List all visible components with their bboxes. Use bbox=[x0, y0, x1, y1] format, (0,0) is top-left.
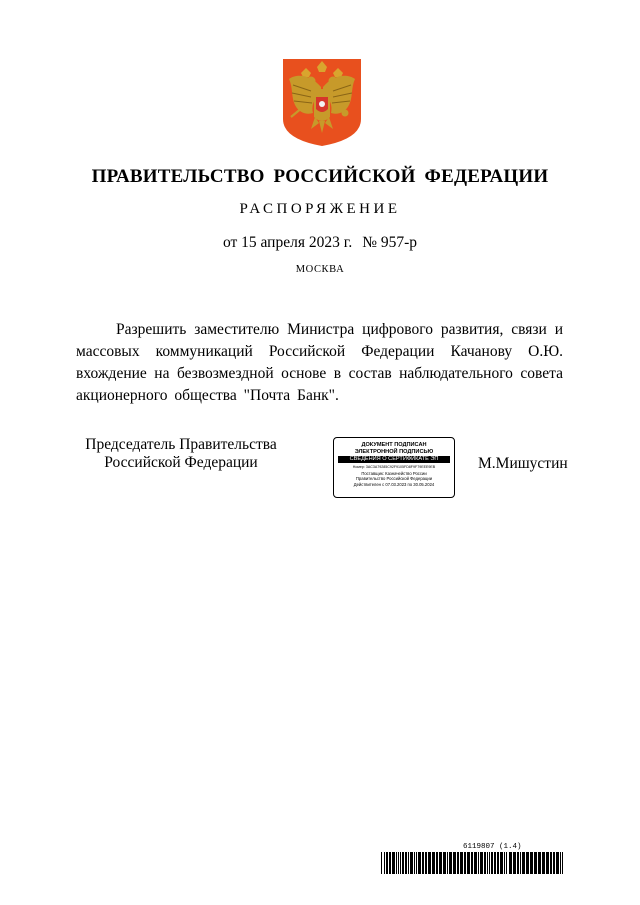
barcode-bar bbox=[530, 852, 533, 874]
barcode-bar bbox=[522, 852, 525, 874]
signer-position-line2: Российской Федерации bbox=[104, 454, 258, 471]
barcode-bar bbox=[560, 852, 561, 874]
order-text: Разрешить заместителю Министра цифрового развития, связи и массовых коммуникаций Российской Федерации Качанову О.Ю. вхождение на безвозмездной основе в состав наблюдательного совета акционерного общества "Почта Банк". bbox=[76, 321, 563, 404]
barcode-bar bbox=[509, 852, 512, 874]
barcode-bar bbox=[487, 852, 488, 874]
barcode-bar bbox=[464, 852, 466, 874]
barcode-bar bbox=[422, 852, 424, 874]
barcode-bar bbox=[447, 852, 448, 874]
document-date-line bbox=[0, 234, 640, 252]
barcode-bar bbox=[556, 852, 559, 874]
barcode-bar bbox=[513, 852, 516, 874]
stamp-issuer-line1: Поставщик: Казначейство России bbox=[361, 470, 427, 476]
barcode-bar bbox=[439, 852, 442, 874]
stamp-issuer-line2: Правительство Российской Федерации bbox=[355, 476, 433, 482]
barcode-bar bbox=[478, 852, 479, 874]
document-date: от 15 апреля 2023 г. bbox=[222, 234, 353, 251]
barcode-bar bbox=[471, 852, 473, 874]
barcode-bar bbox=[449, 852, 452, 874]
barcode-bar bbox=[494, 852, 496, 874]
barcode-bar bbox=[550, 852, 552, 874]
barcode-bar bbox=[474, 852, 477, 874]
barcode-bar bbox=[491, 852, 493, 874]
signer-position-line1: Председатель Правительства bbox=[85, 436, 277, 453]
barcode-bar bbox=[457, 852, 459, 874]
stamp-serial: Номер: 3AC3A79285C92F9105FD8F9F79EEE9EB bbox=[352, 465, 436, 469]
barcode-bar bbox=[460, 852, 463, 874]
signer-position bbox=[76, 436, 286, 472]
barcode-bar bbox=[489, 852, 490, 874]
barcode-bar bbox=[467, 852, 470, 874]
electronic-signature-stamp bbox=[333, 437, 455, 498]
barcode bbox=[381, 852, 563, 874]
barcode-bar bbox=[453, 852, 456, 874]
barcode-bar bbox=[432, 852, 435, 874]
barcode-bar bbox=[425, 852, 427, 874]
barcode-bar bbox=[402, 852, 404, 874]
coat-of-arms-emblem bbox=[281, 57, 363, 147]
barcode-bar bbox=[398, 852, 399, 874]
government-title: ПРАВИТЕЛЬСТВО РОССИЙСКОЙ ФЕДЕРАЦИИ bbox=[91, 166, 549, 187]
document-number: № 957-р bbox=[362, 234, 418, 251]
barcode-bar bbox=[484, 852, 486, 874]
barcode-bar bbox=[408, 852, 409, 874]
barcode-bar bbox=[500, 852, 503, 874]
barcode-bar bbox=[416, 852, 417, 874]
barcode-bar bbox=[428, 852, 431, 874]
barcode-bar bbox=[386, 852, 388, 874]
stamp-title-line2: ЭЛЕКТРОННОЙ ПОДПИСЬЮ bbox=[354, 448, 434, 455]
barcode-bar bbox=[546, 852, 549, 874]
barcode-bar bbox=[553, 852, 555, 874]
barcode-bar bbox=[497, 852, 499, 874]
stamp-title-line1: ДОКУМЕНТ ПОДПИСАН bbox=[361, 442, 427, 448]
barcode-bar bbox=[520, 852, 521, 874]
signer-name: М.Мишустин bbox=[478, 455, 568, 472]
stamp-validity: Действителен с 07.03.2023 по 30.05.2024 bbox=[353, 481, 435, 487]
barcode-bar bbox=[534, 852, 537, 874]
document-city: МОСКВА bbox=[295, 264, 345, 275]
barcode-bar bbox=[504, 852, 505, 874]
barcode-bar bbox=[418, 852, 421, 874]
barcode-bar bbox=[392, 852, 395, 874]
barcode-bar bbox=[396, 852, 397, 874]
barcode-bar bbox=[538, 852, 541, 874]
barcode-bar bbox=[381, 852, 382, 874]
barcode-bar bbox=[517, 852, 519, 874]
barcode-bar bbox=[400, 852, 401, 874]
barcode-id: 6119807 (1.4) bbox=[463, 843, 522, 851]
barcode-bar bbox=[389, 852, 391, 874]
barcode-bar bbox=[414, 852, 415, 874]
barcode-bar bbox=[405, 852, 407, 874]
barcode-bar bbox=[443, 852, 446, 874]
stamp-banner: СВЕДЕНИЯ О СЕРТИФИКАТЕ ЭП bbox=[338, 456, 450, 463]
barcode-bar bbox=[480, 852, 483, 874]
barcode-bar bbox=[542, 852, 545, 874]
barcode-bar bbox=[436, 852, 438, 874]
barcode-bar bbox=[410, 852, 413, 874]
barcode-bar bbox=[506, 852, 507, 874]
barcode-bar bbox=[562, 852, 563, 874]
document-type: РАСПОРЯЖЕНИЕ bbox=[239, 201, 401, 217]
barcode-bar bbox=[526, 852, 529, 874]
barcode-bar bbox=[384, 852, 385, 874]
